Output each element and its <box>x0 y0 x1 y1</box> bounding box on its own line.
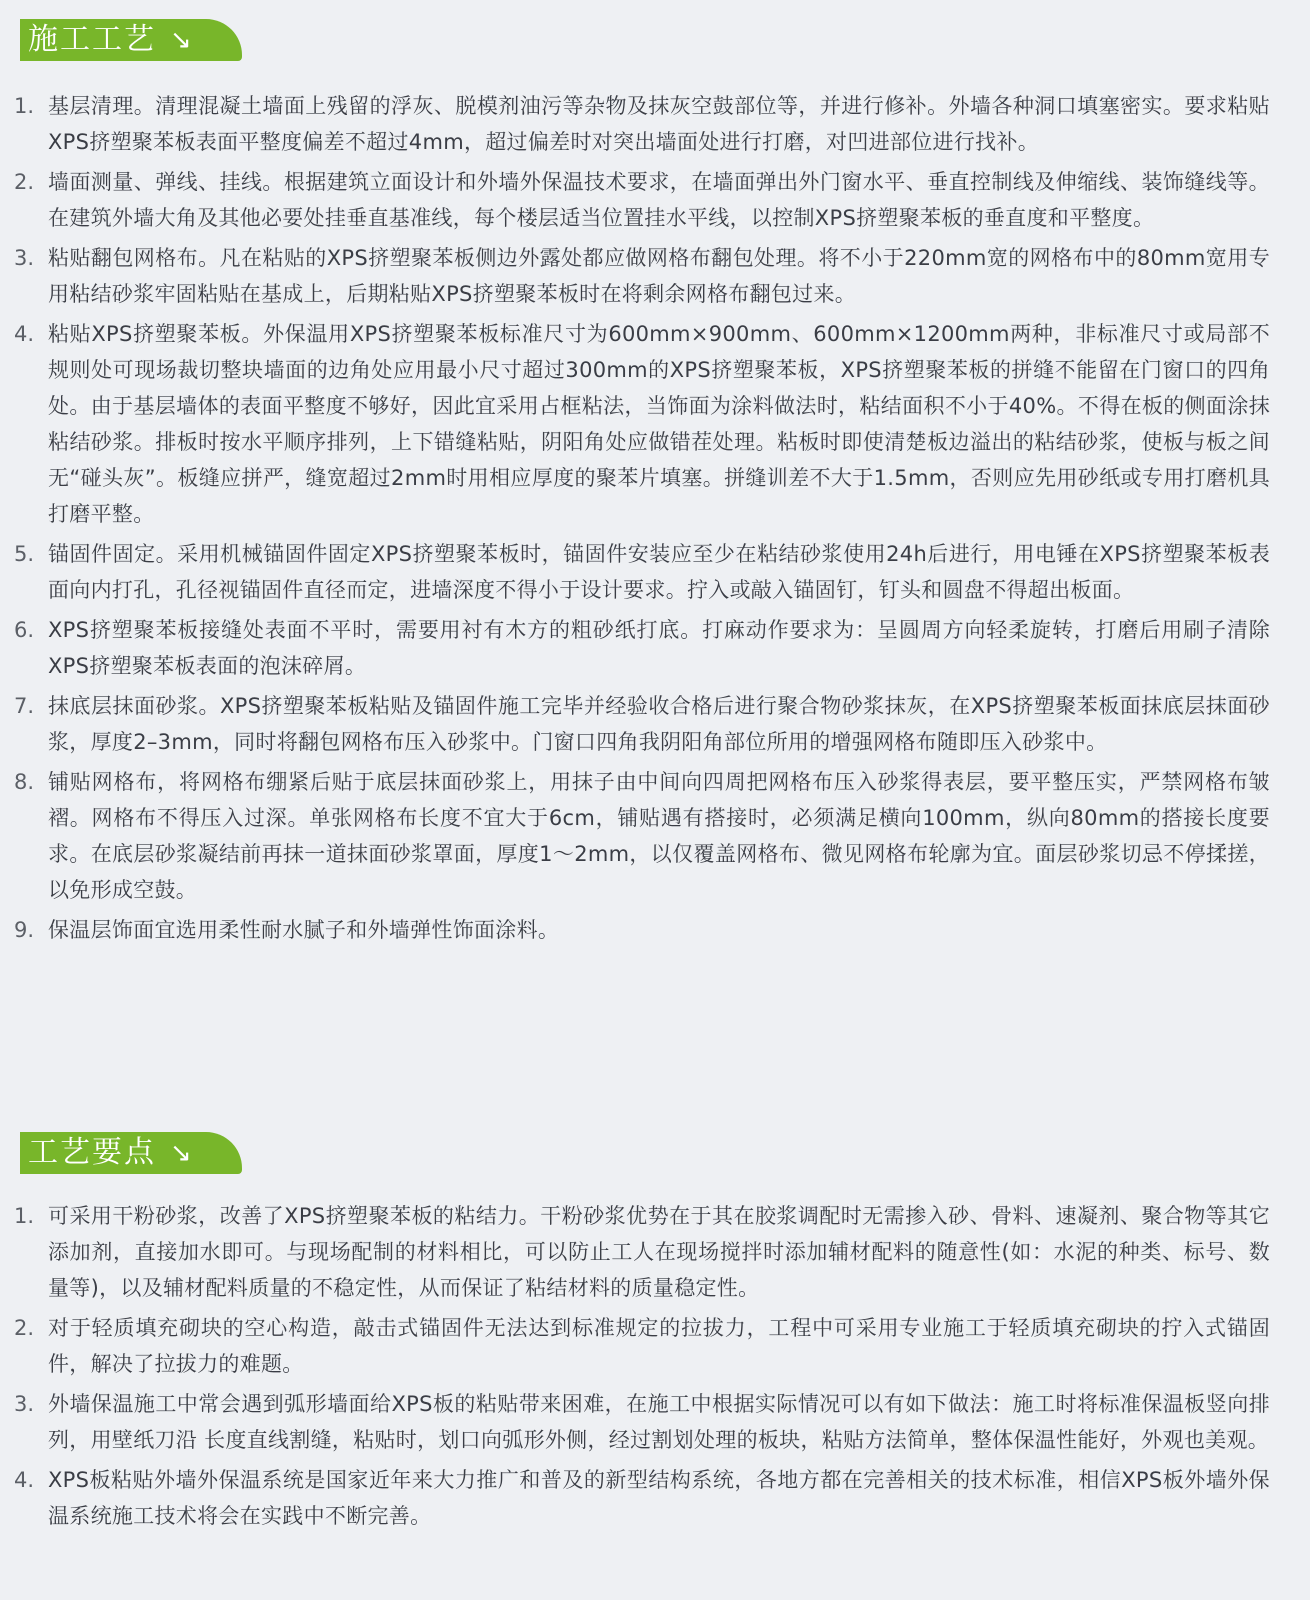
arrow-down-right-icon: ↘ <box>170 25 192 55</box>
item-text: 粘贴XPS挤塑聚苯板。外保温用XPS挤塑聚苯板标准尺寸为600mm×900mm、600mm×1200mm两种，非标准尺寸或局部不规则处可现场裁切整块墙面的边角处应用最小尺寸超过300mm的XPS挤塑聚苯板，XPS挤塑聚苯板的拼缝不能留在门窗口的四角处。由于基层墙体的表面平整度不够好，因此宜采用占框粘法，当饰面为涂料做法时，粘结面积不小于40%。不得在板的侧面涂抹粘结砂浆。排板时按水平顺序排列，上下错缝粘贴，阴阳角处应做错茬处理。粘板时即使清楚板边溢出的粘结砂浆，使板与板之间无“碰头灰”。板缝应拼严，缝宽超过2mm时用相应厚度的聚苯片填塞。拼缝训差不大于1.5mm，否则应先用砂纸或专用打磨机具打磨平整。 <box>48 322 1270 526</box>
item-text: 保温层饰面宜选用柔性耐水腻子和外墙弹性饰面涂料。 <box>48 918 560 942</box>
list-item <box>14 164 1270 236</box>
list-item <box>14 88 1270 160</box>
item-text: 基层清理。清理混凝土墙面上残留的浮灰、脱模剂油污等杂物及抹灰空鼓部位等，并进行修补。外墙各种洞口填塞密实。要求粘贴XPS挤塑聚苯板表面平整度偏差不超过4mm，超过偏差时对突出墙面处进行打磨，对凹进部位进行找补。 <box>48 94 1270 154</box>
item-number: 7. <box>14 694 35 718</box>
list-item <box>14 764 1270 908</box>
list-item <box>14 316 1270 532</box>
item-text: 墙面测量、弹线、挂线。根据建筑立面设计和外墙外保温技术要求，在墙面弹出外门窗水平、垂直控制线及伸缩线、装饰缝线等。在建筑外墙大角及其他必要处挂垂直基准线，每个楼层适当位置挂水平线，以控制XPS挤塑聚苯板的垂直度和平整度。 <box>48 170 1270 230</box>
construction-steps-list <box>14 88 1270 952</box>
list-item <box>14 1462 1270 1534</box>
section-banner-key-points <box>20 1132 242 1174</box>
item-text: XPS挤塑聚苯板接缝处表面不平时，需要用衬有木方的粗砂纸打底。打麻动作要求为：呈圆周方向轻柔旋转，打磨后用刷子清除XPS挤塑聚苯板表面的泡沫碎屑。 <box>48 618 1270 678</box>
item-number: 4. <box>14 322 35 346</box>
arrow-down-right-icon: ↘ <box>170 1138 192 1168</box>
item-text: 粘贴翻包网格布。凡在粘贴的XPS挤塑聚苯板侧边外露处都应做网格布翻包处理。将不小于220mm宽的网格布中的80mm宽用专用粘结砂浆牢固粘贴在基成上，后期粘贴XPS挤塑聚苯板时在将剩余网格布翻包过来。 <box>48 246 1270 306</box>
list-item <box>14 240 1270 312</box>
list-item <box>14 1386 1270 1458</box>
item-number: 1. <box>14 94 35 118</box>
item-number: 1. <box>14 1204 35 1228</box>
item-number: 3. <box>14 1392 35 1416</box>
list-item <box>14 536 1270 608</box>
list-item <box>14 688 1270 760</box>
item-text: 锚固件固定。采用机械锚固件固定XPS挤塑聚苯板时，锚固件安装应至少在粘结砂浆使用24h后进行，用电锤在XPS挤塑聚苯板表面向内打孔，孔径视锚固件直径而定，进墙深度不得小于设计要求。拧入或敲入锚固钉，钉头和圆盘不得超出板面。 <box>48 542 1270 602</box>
item-number: 5. <box>14 542 35 566</box>
item-number: 8. <box>14 770 35 794</box>
item-number: 6. <box>14 618 35 642</box>
list-item <box>14 912 1270 948</box>
list-item <box>14 1310 1270 1382</box>
key-points-list <box>14 1198 1270 1538</box>
section-banner-construction-process <box>20 19 242 61</box>
item-number: 9. <box>14 918 35 942</box>
section-title: 施工工艺 <box>28 22 156 57</box>
item-number: 3. <box>14 246 35 270</box>
item-text: 对于轻质填充砌块的空心构造，敲击式锚固件无法达到标准规定的拉拔力，工程中可采用专业施工于轻质填充砌块的拧入式锚固件，解决了拉拔力的难题。 <box>48 1316 1270 1376</box>
item-text: 外墙保温施工中常会遇到弧形墙面给XPS板的粘贴带来困难，在施工中根据实际情况可以有如下做法：施工时将标准保温板竖向排列，用壁纸刀沿 长度直线割缝，粘贴时，划口向弧形外侧，经过割划处理的板块，粘贴方法简单，整体保温性能好，外观也美观。 <box>48 1392 1270 1452</box>
item-text: XPS板粘贴外墙外保温系统是国家近年来大力推广和普及的新型结构系统，各地方都在完善相关的技术标准，相信XPS板外墙外保温系统施工技术将会在实践中不断完善。 <box>48 1468 1270 1528</box>
item-text: 铺贴网格布，将网格布绷紧后贴于底层抹面砂浆上，用抹子由中间向四周把网格布压入砂浆得表层，要平整压实，严禁网格布皱褶。网格布不得压入过深。单张网格布长度不宜大于6cm，铺贴遇有搭接时，必须满足横向100mm，纵向80mm的搭接长度要求。在底层砂浆凝结前再抹一道抹面砂浆罩面，厚度1～2mm，以仅覆盖网格布、微见网格布轮廓为宜。面层砂浆切忌不停揉搓，以免形成空鼓。 <box>48 770 1270 902</box>
list-item <box>14 612 1270 684</box>
item-text: 可采用干粉砂浆，改善了XPS挤塑聚苯板的粘结力。干粉砂浆优势在于其在胶浆调配时无需掺入砂、骨料、速凝剂、聚合物等其它添加剂，直接加水即可。与现场配制的材料相比，可以防止工人在现场搅拌时添加辅材配料的随意性(如：水泥的种类、标号、数量等)，以及辅材配料质量的不稳定性，从而保证了粘结材料的质量稳定性。 <box>48 1204 1270 1300</box>
section-title: 工艺要点 <box>28 1135 156 1170</box>
list-item <box>14 1198 1270 1306</box>
item-number: 4. <box>14 1468 35 1492</box>
item-number: 2. <box>14 170 35 194</box>
item-number: 2. <box>14 1316 35 1340</box>
item-text: 抹底层抹面砂浆。XPS挤塑聚苯板粘贴及锚固件施工完毕并经验收合格后进行聚合物砂浆抹灰，在XPS挤塑聚苯板面抹底层抹面砂浆，厚度2–3mm，同时将翻包网格布压入砂浆中。门窗口四角我阴阳角部位所用的增强网格布随即压入砂浆中。 <box>48 694 1270 754</box>
